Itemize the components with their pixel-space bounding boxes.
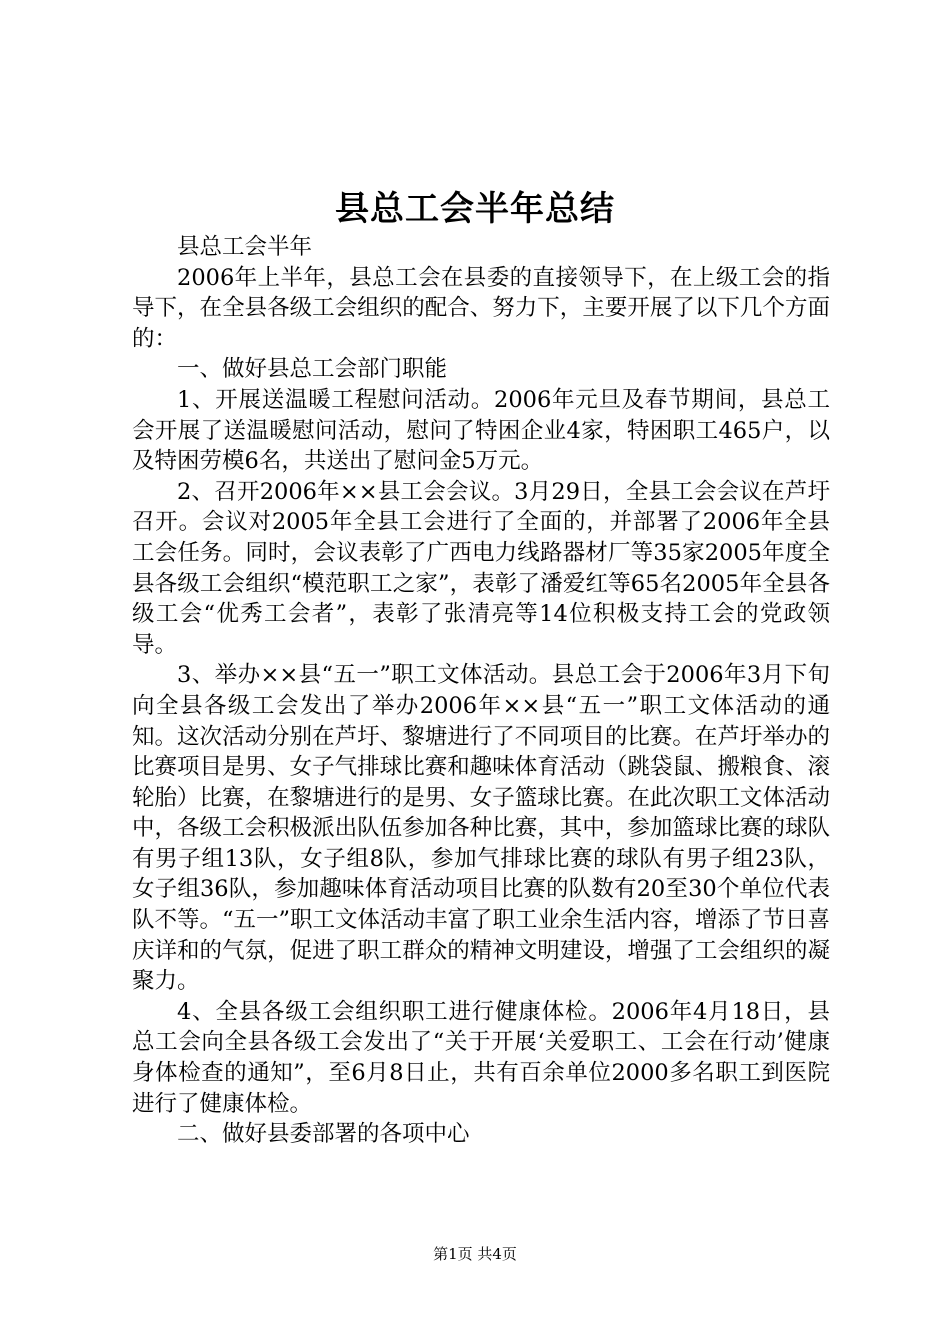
page-number: 第1页 xyxy=(433,1245,473,1263)
paragraph-item-2: 2、召开2006年××县工会会议。3月29日，全县工会会议在芦圩召开。会议对2005年全县工会进行了全面的，并部署了2006年全县工会任务。同时，会议表彰了广西电力线路器材厂等35家2005年度全县各级工会组织“模范职工之家”，表彰了潘爱红等65名2005年全县各级工会“优秀工会者”，表彰了张清亮等14位积极支持工会的党政领导。 xyxy=(132,478,830,658)
document-body xyxy=(132,232,830,1150)
paragraph-item-3: 3、举办××县“五一”职工文体活动。县总工会于2006年3月下旬向全县各级工会发出了举办2006年××县“五一”职工文体活动的通知。这次活动分别在芦圩、黎塘进行了不同项目的比赛。在芦圩举办的比赛项目是男、女子气排球比赛和趣味体育活动（跳袋鼠、搬粮食、滚轮胎）比赛，在黎塘进行的是男、女子篮球比赛。在此次职工文体活动中，各级工会积极派出队伍参加各种比赛，其中，参加篮球比赛的球队有男子组13队，女子组8队，参加气排球比赛的球队有男子组23队，女子组36队，参加趣味体育活动项目比赛的队数有20至30个单位代表队不等。“五一”职工文体活动丰富了职工业余生活内容，增添了节日喜庆详和的气氛，促进了职工群众的精神文明建设，增强了工会组织的凝聚力。 xyxy=(132,662,831,995)
paragraph-intro: 2006年上半年，县总工会在县委的直接领导下，在上级工会的指导下，在全县各级工会组织的配合、努力下，主要开展了以下几个方面的： xyxy=(132,264,830,352)
page-total: 共4页 xyxy=(477,1245,517,1263)
paragraph-subtitle: 县总工会半年 xyxy=(177,234,313,260)
paragraph-item-4: 4、全县各级工会组织职工进行健康体检。2006年4月18日，县总工会向全县各级工会发出了“关于开展‘关爱职工、工会在行动’健康身体检查的通知”，至6月8日止，共有百余单位2000多名职工到医院进行了健康体检。 xyxy=(132,998,830,1117)
page-footer xyxy=(0,1244,950,1264)
section-heading-1: 一、做好县总工会部门职能 xyxy=(177,356,448,383)
paragraph-item-1: 1、开展送温暖工程慰问活动。2006年元旦及春节期间，县总工会开展了送温暖慰问活动，慰问了特困企业4家，特困职工465户，以及特困劳模6名，共送出了慰问金5万元。 xyxy=(132,386,830,475)
section-heading-2: 二、做好县委部署的各项中心 xyxy=(177,1121,470,1148)
document-title: 县总工会半年总结 xyxy=(335,189,615,229)
